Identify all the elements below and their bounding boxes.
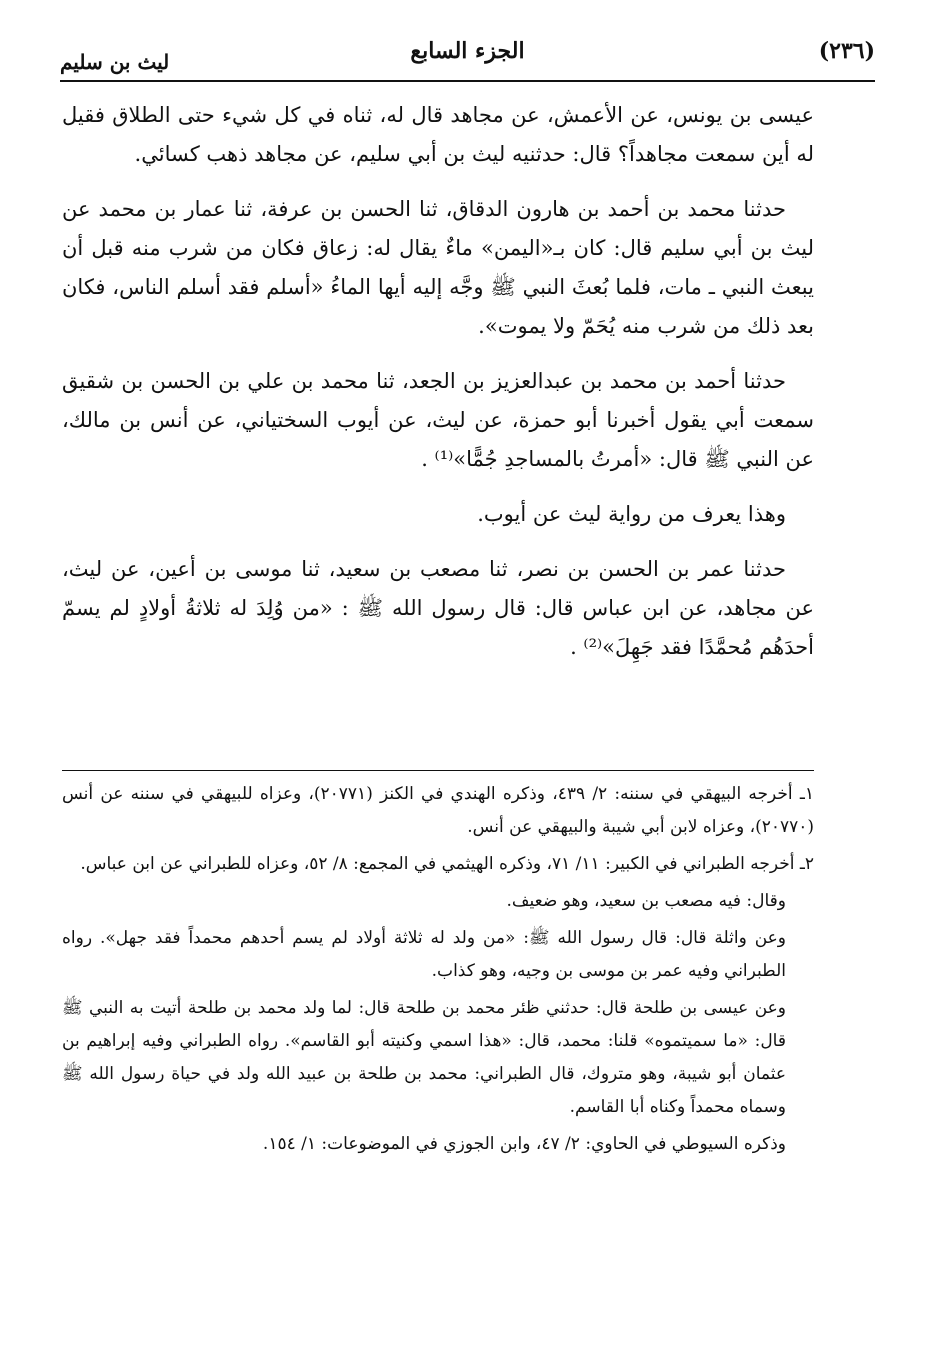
- header-rule: [60, 80, 875, 82]
- page-number: (٢٣٦): [818, 38, 875, 64]
- footnote-2-note-2: وعن واثلة قال: قال رسول الله ﷺ: «من ولد له ثلاثة أولاد لم يسم أحدهم محمداً فقد جهل». رواه الطبراني وفيه عمر بن موسى بن وجيه، وهو كذاب.: [62, 928, 786, 981]
- paragraph-3: حدثنا أحمد بن محمد بن عبدالعزيز بن الجعد، ثنا محمد بن علي بن الحسن بن شقيق سمعت أبي يقول أخبرنا أبو حمزة، عن ليث، عن أيوب السختياني، عن أنس بن مالك، عن النبي ﷺ قال: «أمرتُ بالمساجدِ جُمًّا»⁽¹⁾ .: [62, 369, 815, 471]
- page-header: [60, 36, 875, 78]
- part-title: الجزء السابع: [410, 38, 525, 64]
- running-title: ليث بن سليم: [60, 50, 170, 74]
- footnote-rule: [62, 770, 814, 771]
- footnote-2-note-4: وذكره السيوطي في الحاوي: ٢/ ٤٧، وابن الجوزي في الموضوعات: ١/ ١٥٤.: [262, 1134, 786, 1154]
- paragraph-4: وهذا يعرف من رواية ليث عن أيوب.: [477, 502, 786, 526]
- footnote-1: ١ـ أخرجه البيهقي في سننه: ٢/ ٤٣٩، وذكره الهندي في الكنز (٢٠٧٧١)، وعزاه للبيهقي في سننه عن أنس (٢٠٧٧٠)، وعزاه لابن أبي شيبة والبيهقي عن أنس.: [62, 784, 814, 837]
- paragraph-2: حدثنا محمد بن أحمد بن هارون الدقاق، ثنا الحسن بن عرفة، ثنا عمار بن محمد عن ليث بن أبي سليم قال: كان بـ«اليمن» ماءٌ يقال له: زعاق فكان من شرب منه قبل أن يبعث النبي ـ مات، فلما بُعثَ النبي ﷺ وجَّه إليه أيها الماءُ «أسلم فقد أسلم الناس، فكان بعد ذلك من شرب منه يُحَمّ ولا يموت».: [62, 197, 814, 338]
- paragraph-5: حدثنا عمر بن الحسن بن نصر، ثنا مصعب بن سعيد، ثنا موسى بن أعين، عن ليث، عن مجاهد، عن ابن عباس قال: قال رسول الله ﷺ : «من وُلِدَ له ثلاثةُ أولادٍ لم يسمّ أحدَهُم مُحمَّدًا فقد جَهِلَ»⁽²⁾ .: [62, 557, 814, 659]
- main-text: [62, 96, 814, 683]
- footnote-2-note-3: وعن عيسى بن طلحة قال: حدثني ظئر محمد بن طلحة قال: لما ولد محمد بن طلحة أتيت به النبي ﷺ قال: «ما سميتموه» قلنا: محمد، قال: «هذا اسمي وكنيته أبو القاسم». رواه الطبراني وفيه إبراهيم بن عثمان أبو شيبة، وهو متروك، قال الطبراني: محمد بن طلحة بن عبيد الله ولد في حياة رسول الله ﷺ وسماه محمداً وكناه أبا القاسم.: [62, 998, 786, 1117]
- paragraph-1: عيسى بن يونس، عن الأعمش، عن مجاهد قال له، ثناه في كل شيء حتى الطلاق فقيل له أين سمعت مجاهداً؟ قال: حدثنيه ليث بن أبي سليم، عن مجاهد ذهب كسائي.: [62, 103, 814, 166]
- footnote-2: ٢ـ أخرجه الطبراني في الكبير: ١١/ ٧١، وذكره الهيثمي في المجمع: ٨/ ٥٢، وعزاه للطبراني عن ابن عباس.: [80, 854, 814, 874]
- footnotes: [62, 778, 814, 1165]
- footnote-2-note-1: وقال: فيه مصعب بن سعيد، وهو ضعيف.: [506, 891, 786, 911]
